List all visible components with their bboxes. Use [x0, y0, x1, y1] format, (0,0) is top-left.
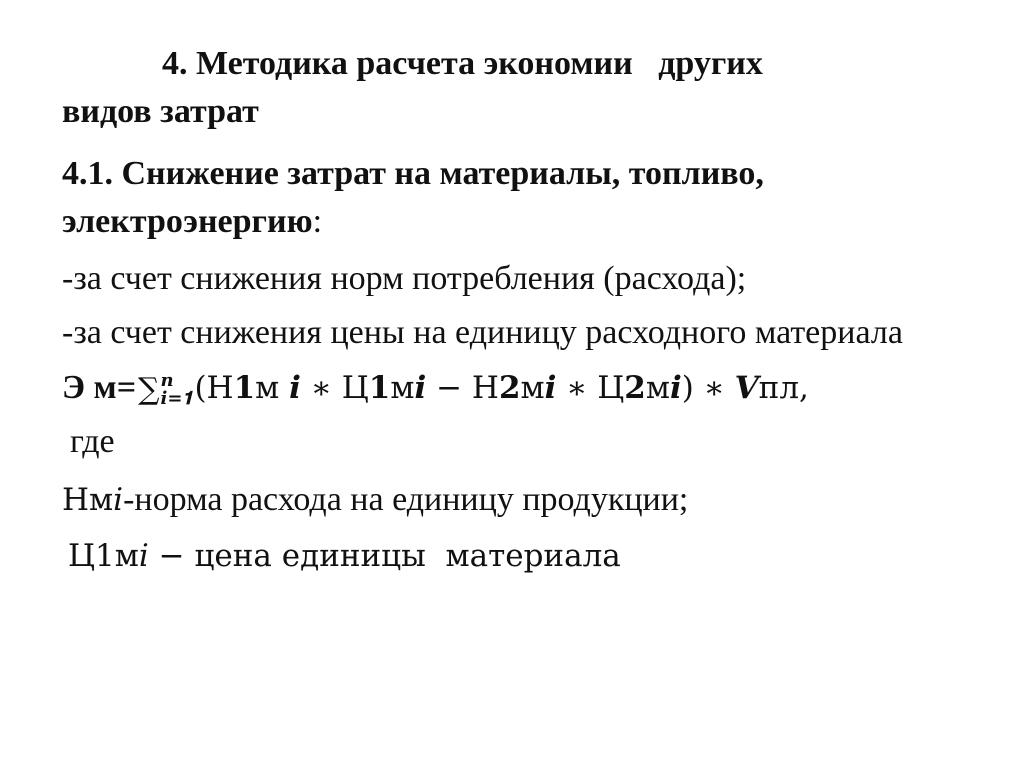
sum-upper-limit: 𝒏: [160, 370, 174, 392]
formula-m-d: м: [645, 370, 670, 406]
formula-mult-b: ∗ Ц: [556, 370, 625, 406]
where-label: где: [70, 423, 115, 461]
formula-minus: − Н: [426, 370, 499, 406]
sum-operator: [138, 367, 192, 413]
formula-m-a: м: [255, 370, 290, 406]
formula-lead: Э м=: [62, 369, 137, 406]
formula-i-c: 𝒊: [544, 370, 557, 406]
formula-one-a: 𝟏: [233, 370, 256, 406]
formula-m-c: м: [520, 370, 545, 406]
norm-symbol: [62, 482, 123, 518]
norm-symbol-i: 𝑖: [113, 482, 124, 519]
subtitle-colon: :: [312, 203, 323, 240]
sum-sign: ∑: [138, 372, 160, 408]
norm-description: -норма расхода на единицу продукции;: [123, 481, 689, 519]
definition-price: [62, 534, 964, 578]
formula-i-a: 𝒊: [289, 370, 301, 406]
paragraph-norms: -за счет снижения норм потребления (расхода);: [62, 260, 747, 297]
price-symbol-prefix: Ц1м: [68, 538, 139, 575]
formula-i-d: 𝒊: [669, 370, 682, 406]
formula-close: ) ∗: [681, 370, 735, 406]
sum-lower-limit: 𝒊=𝟏: [160, 388, 193, 410]
definition-norm: [62, 478, 964, 522]
formula-mult-a: ∗ Ц: [300, 370, 369, 406]
formula-two-a: 𝟐: [498, 370, 521, 406]
slide-title: [62, 40, 964, 136]
title-line-1: 4. Методика расчета экономии других: [162, 45, 763, 82]
sum-limits: [161, 372, 193, 408]
formula-tail: пл,: [758, 370, 809, 406]
price-symbol-i: 𝑖: [138, 538, 149, 575]
norm-symbol-prefix: Нм: [62, 482, 114, 519]
section-subtitle: [62, 150, 964, 246]
formula-open: (Н: [194, 370, 234, 406]
title-line-2: видов затрат: [62, 93, 259, 130]
paragraph-price: -за счет снижения цены на единицу расходного материала: [62, 314, 903, 351]
formula-v: 𝑽: [734, 370, 759, 406]
price-description: − цена единицы материала: [148, 538, 621, 575]
formula-two-b: 𝟐: [624, 370, 646, 406]
formula-one-b: 𝟏: [368, 370, 391, 406]
formula-m-b: м: [390, 370, 415, 406]
formula-i-b: 𝒊: [414, 370, 427, 406]
subtitle-text: 4.1. Снижение затрат на материалы, топливо, электроэнергию: [62, 155, 764, 240]
economy-formula: [62, 366, 964, 412]
